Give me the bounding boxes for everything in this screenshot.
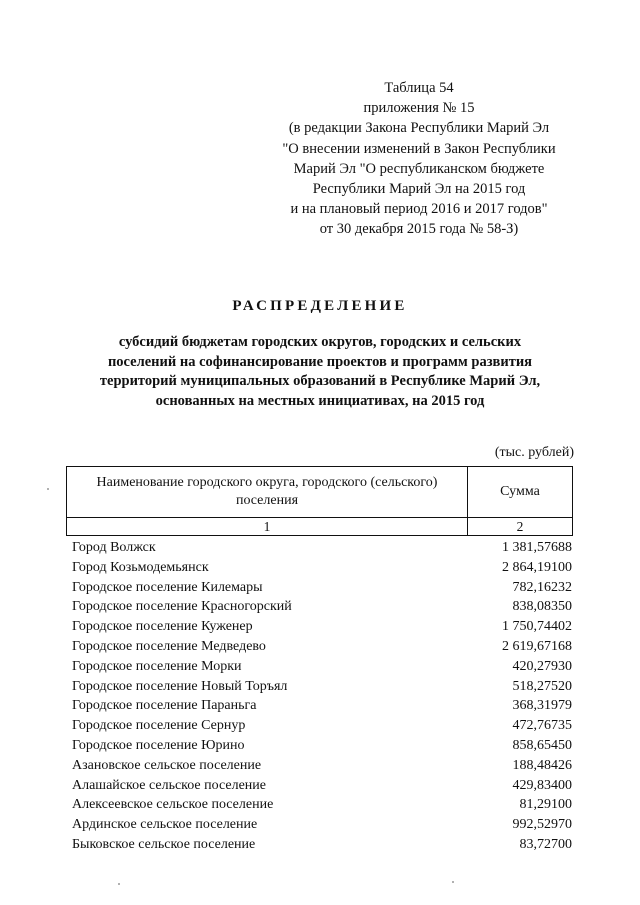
settlement-name: Быковское сельское поселение <box>72 836 256 852</box>
subtitle-line: территорий муниципальных образований в Республике Марий Эл, <box>99 373 541 390</box>
subsidy-amount: 420,27930 <box>512 658 572 674</box>
table-row <box>72 716 572 736</box>
settlement-name: Городское поселение Морки <box>72 658 242 674</box>
settlement-name: Городское поселение Куженер <box>72 619 253 635</box>
table-row <box>72 795 572 815</box>
scan-speck <box>452 881 454 883</box>
subsidy-amount: 81,29100 <box>519 797 572 813</box>
header-line: Таблица 54 <box>384 80 454 96</box>
scan-speck <box>47 488 49 490</box>
settlement-name: Азановское сельское поселение <box>72 757 262 773</box>
subsidy-amount: 83,72700 <box>519 836 572 852</box>
subtitle-line: субсидий бюджетам городских округов, городских и сельских <box>118 334 522 350</box>
table-row <box>72 776 572 796</box>
header-line: "О внесении изменений в Закон Республики <box>282 140 556 157</box>
table-row <box>72 578 572 598</box>
header-line: приложения № 15 <box>363 100 475 117</box>
settlement-name: Ардинское сельское поселение <box>72 817 258 833</box>
document-subtitle <box>60 333 580 411</box>
subsidy-amount: 368,31979 <box>512 698 572 714</box>
subtitle-line: основанных на местных инициативах, на 2015 год <box>155 392 485 409</box>
column-header-sum: Сумма <box>468 467 573 518</box>
subsidy-amount: 429,83400 <box>512 777 572 793</box>
settlement-name: Алексеевское сельское поселение <box>72 797 274 813</box>
table-header <box>66 466 573 536</box>
header-line: (в редакции Закона Республики Марий Эл <box>288 120 550 137</box>
subsidy-amount: 1 750,74402 <box>502 619 572 635</box>
table-row <box>72 558 572 578</box>
settlement-name: Городское поселение Юрино <box>72 737 245 753</box>
units-label: (тыс. рублей) <box>494 445 574 460</box>
settlement-name: Городское поселение Сернур <box>72 718 246 734</box>
settlement-name: Алашайское сельское поселение <box>72 777 266 793</box>
scan-speck <box>118 883 120 885</box>
settlement-name: Городское поселение Красногорский <box>72 599 292 615</box>
table-row <box>72 538 572 558</box>
table-row <box>72 617 572 637</box>
settlement-name: Городское поселение Килемары <box>72 579 263 595</box>
table-row <box>72 815 572 835</box>
subsidy-amount: 2 864,19100 <box>502 559 572 575</box>
header-line: от 30 декабря 2015 года № 58-З) <box>319 221 519 238</box>
appendix-header <box>255 78 583 240</box>
header-line: Марий Эл "О республиканском бюджете <box>293 160 545 177</box>
subsidy-amount: 2 619,67168 <box>502 638 572 654</box>
settlement-name: Городское поселение Медведево <box>72 638 266 654</box>
subsidy-amount: 858,65450 <box>512 737 572 753</box>
settlement-name: Город Козьмодемьянск <box>72 559 209 575</box>
subsidy-amount: 188,48426 <box>512 757 572 773</box>
subsidy-amount: 992,52970 <box>512 817 572 833</box>
settlement-name: Городское поселение Новый Торъял <box>72 678 288 694</box>
column-header-name: Наименование городского округа, городского (сельского) поселения <box>67 467 468 518</box>
table-row <box>72 677 572 697</box>
table-row <box>72 657 572 677</box>
table-row <box>72 736 572 756</box>
subsidy-amount: 1 381,57688 <box>502 540 572 555</box>
header-line: и на плановый период 2016 и 2017 годов" <box>290 201 548 218</box>
table-row <box>72 597 572 617</box>
subsidy-amount: 782,16232 <box>512 579 572 595</box>
settlement-name: Город Волжск <box>72 540 156 555</box>
document-title: РАСПРЕДЕЛЕНИЕ <box>232 298 408 314</box>
table-row <box>72 756 572 776</box>
table-row <box>72 835 572 855</box>
subsidy-amount: 518,27520 <box>512 678 572 694</box>
column-number-1: 1 <box>67 518 468 536</box>
table-body <box>72 538 572 855</box>
settlement-name: Городское поселение Параньга <box>72 698 257 714</box>
subtitle-line: поселений на софинансирование проектов и программ развития <box>107 353 533 370</box>
column-number-2: 2 <box>468 518 573 536</box>
subsidy-amount: 838,08350 <box>512 599 572 615</box>
subsidy-amount: 472,76735 <box>512 718 572 734</box>
table-row <box>72 696 572 716</box>
header-line: Республики Марий Эл на 2015 год <box>312 181 526 198</box>
table-row <box>72 637 572 657</box>
